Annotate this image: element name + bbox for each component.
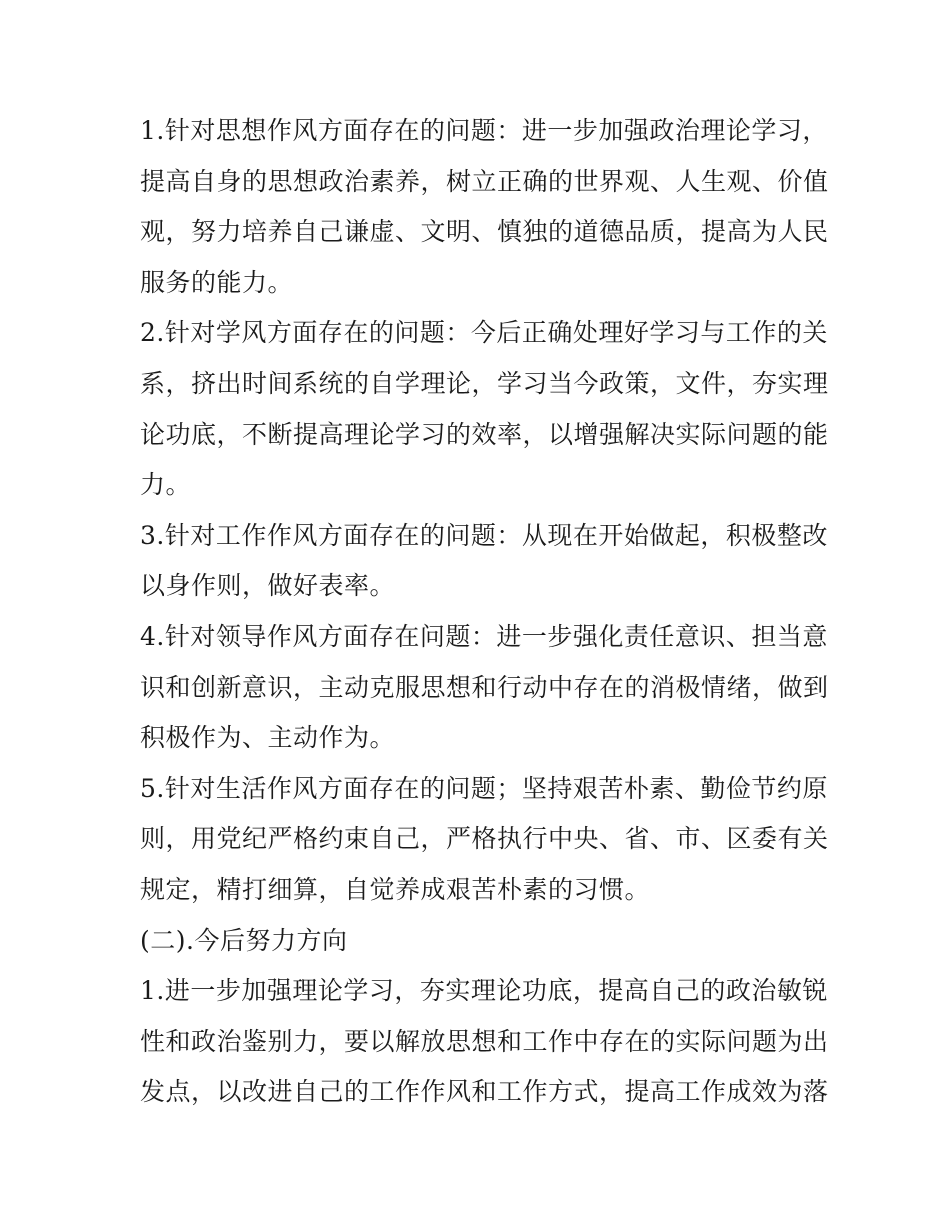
text-line: 4.针对领导作风方面存在问题：进一步强化责任意识、担当意	[140, 621, 828, 651]
text-line: 以身作则，做好表率。	[140, 571, 396, 601]
paragraph-strengthen-theory	[140, 966, 829, 1118]
text-line: 3.针对工作作风方面存在的问题：从现在开始做起，积极整改	[140, 520, 828, 550]
section-heading-future-direction	[140, 916, 820, 967]
text-line: 识和创新意识，主动克服思想和行动中存在的消极情绪，做到	[140, 672, 829, 702]
paragraph-leadership-style	[140, 612, 829, 764]
text-line: 提高自身的思想政治素养，树立正确的世界观、人生观、价值	[140, 166, 829, 196]
document-body	[140, 106, 829, 1118]
text-line: 1.针对思想作风方面存在的问题：进一步加强政治理论学习，	[140, 116, 828, 145]
text-line: 性和政治鉴别力，要以解放思想和工作中存在的实际问题为出	[140, 1026, 829, 1056]
text-line: 则，用党纪严格约束自己，严格执行中央、省、市、区委有关	[140, 824, 829, 854]
paragraph-work-style	[140, 511, 828, 612]
text-line: 服务的能力。	[140, 267, 294, 297]
paragraph-thought-style	[140, 106, 829, 308]
text-line: 发点，以改进自己的工作作风和工作方式，提高工作成效为落	[140, 1077, 829, 1107]
text-line: 2.针对学风方面存在的问题：今后正确处理好学习与工作的关	[140, 318, 828, 348]
text-line: (二).今后努力方向	[140, 925, 348, 955]
text-line: 1.进一步加强理论学习，夯实理论功底，提高自己的政治敏锐	[140, 976, 828, 1006]
text-line: 规定，精打细算，自觉养成艰苦朴素的习惯。	[140, 874, 651, 904]
text-line: 力。	[140, 470, 192, 500]
text-line: 论功底，不断提高理论学习的效率，以增强解决实际问题的能	[140, 419, 829, 449]
text-line: 积极作为、主动作为。	[140, 723, 396, 753]
paragraph-study-style	[140, 308, 829, 510]
paragraph-life-style	[140, 764, 829, 916]
text-line: 5.针对生活作风方面存在的问题；坚持艰苦朴素、勤俭节约原	[140, 773, 828, 803]
text-line: 系，挤出时间系统的自学理论，学习当今政策，文件，夯实理	[140, 368, 829, 398]
text-line: 观，努力培养自己谦虚、文明、慎独的道德品质，提高为人民	[140, 217, 829, 247]
